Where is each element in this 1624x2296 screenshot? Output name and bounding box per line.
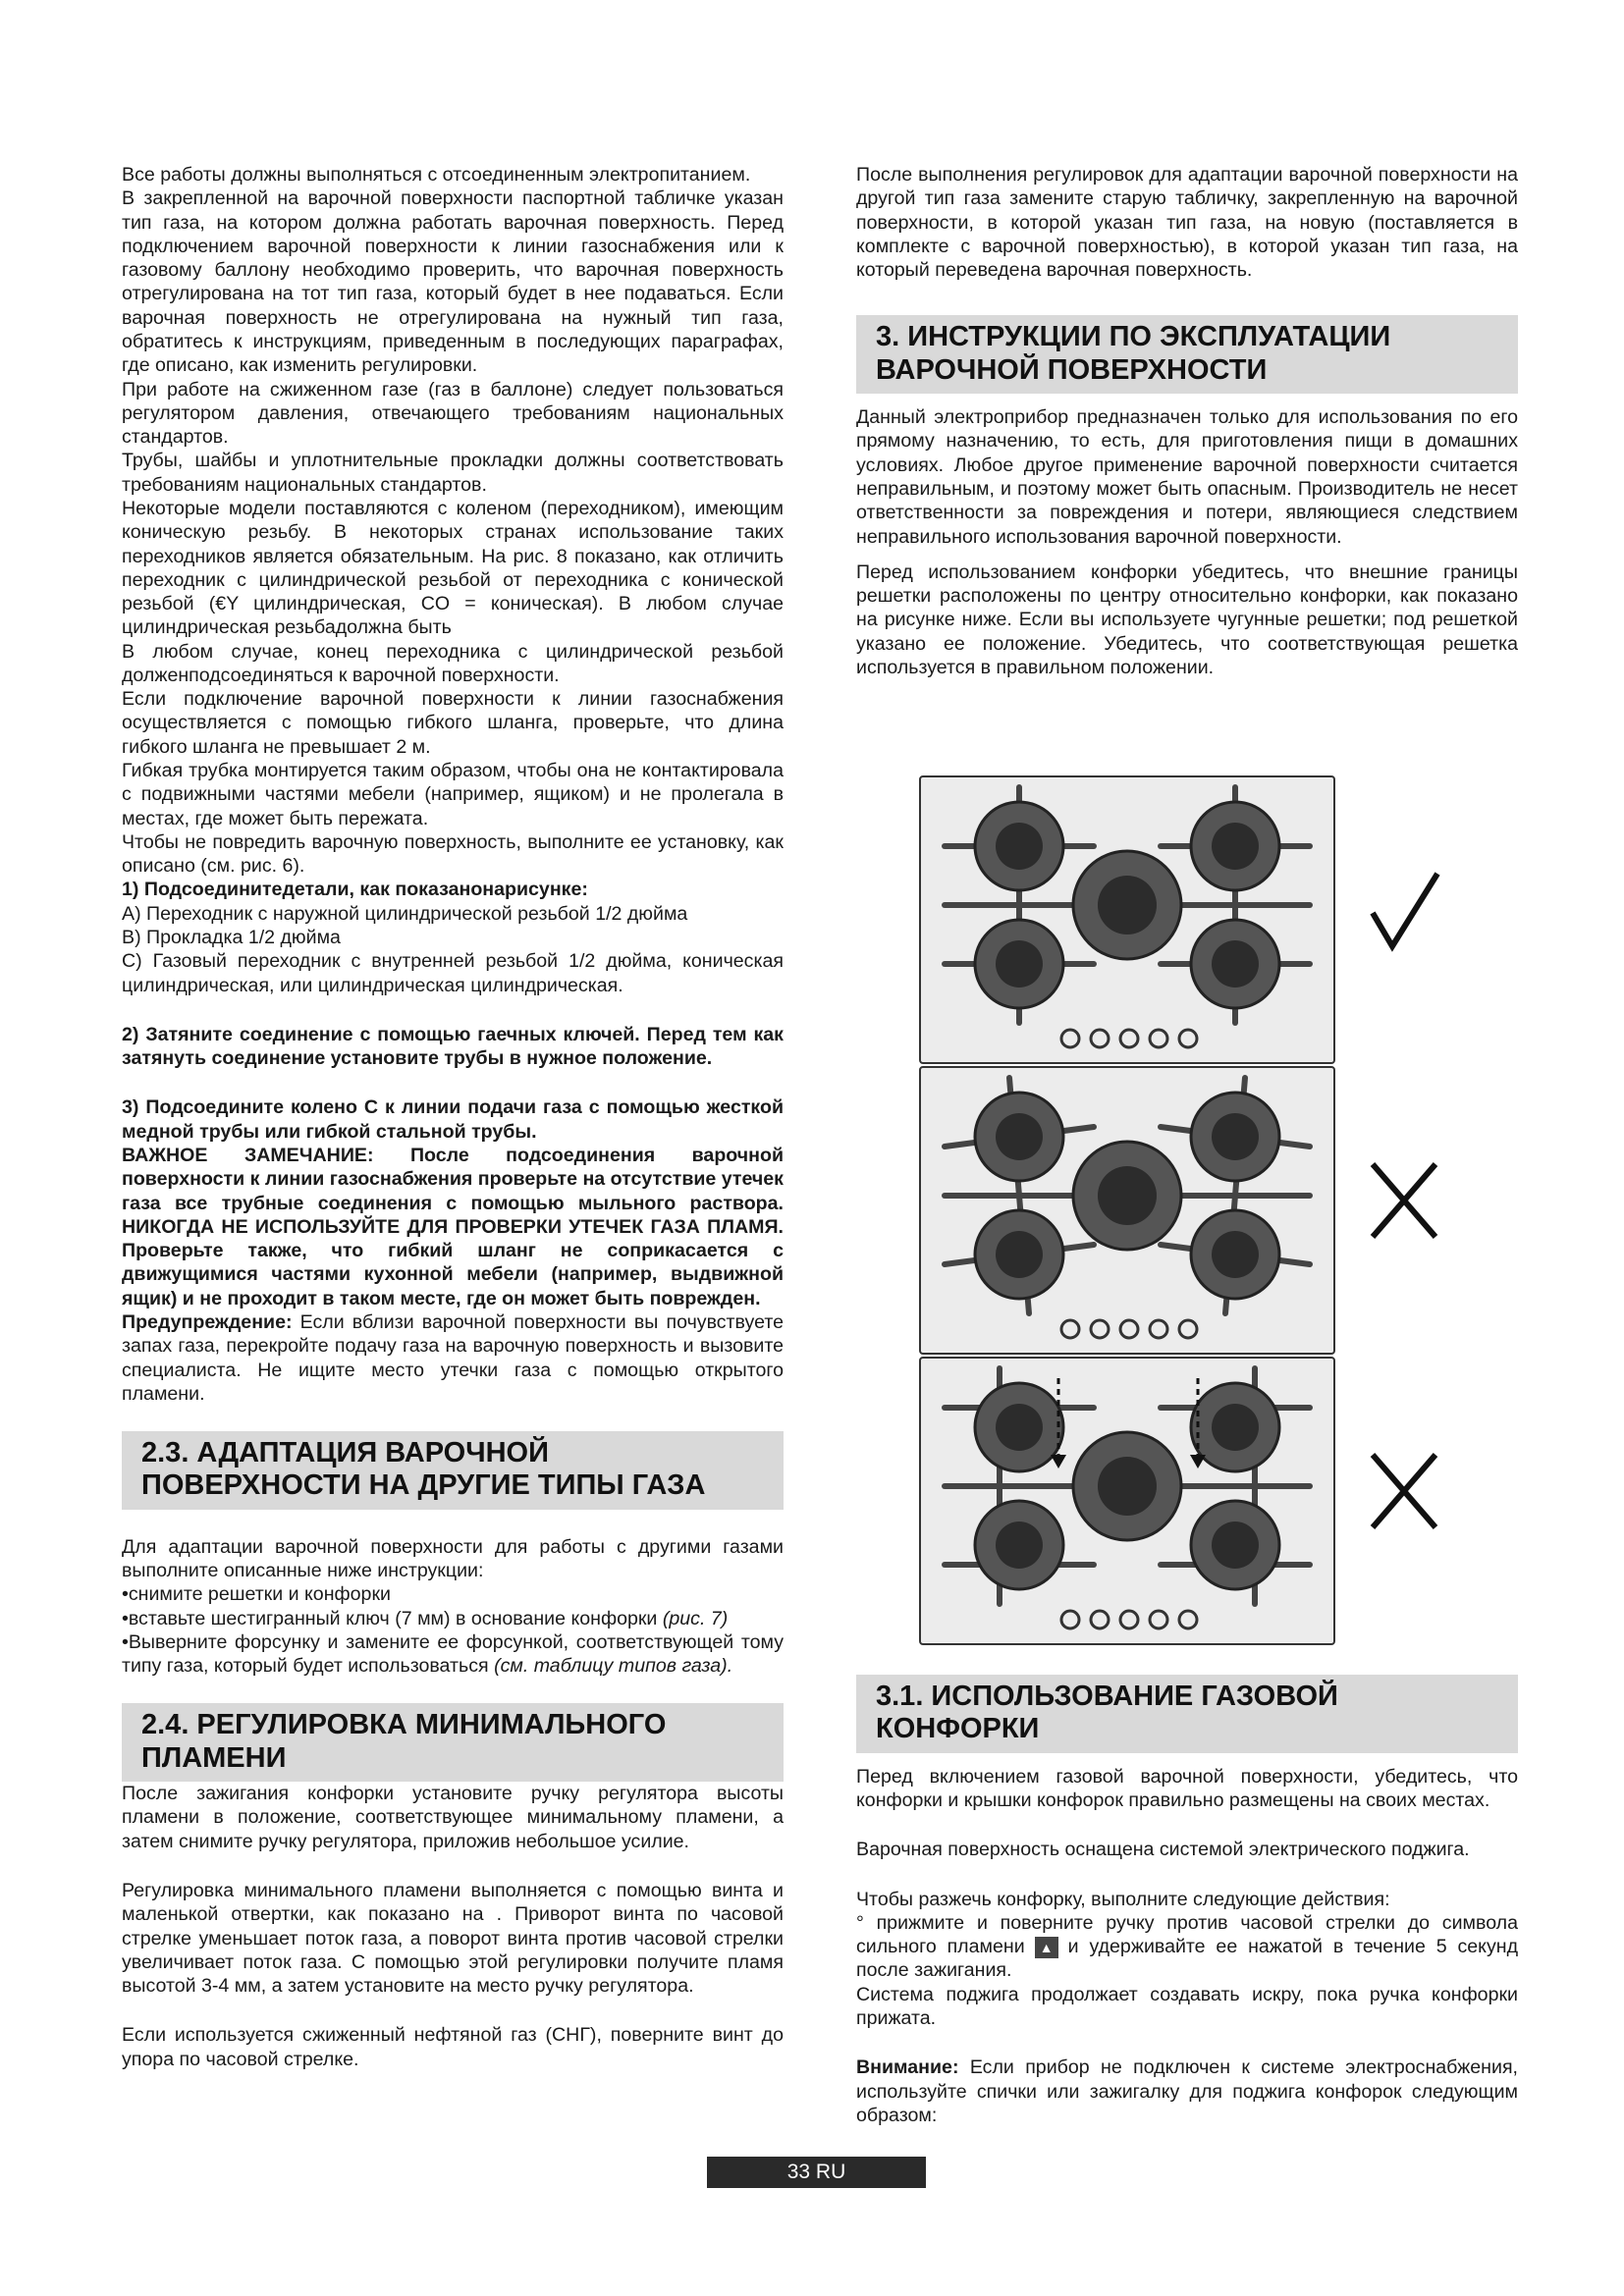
- list-item: A) Переходник с наружной цилиндрической резьбой 1/2 дюйма: [122, 902, 688, 925]
- knobs: [1061, 1320, 1197, 1338]
- figure-ref: (рис. 7): [662, 1607, 729, 1629]
- spacer: [856, 1862, 1518, 1888]
- paragraph: Варочная поверхность оснащена системой электрического поджига.: [856, 1839, 1470, 1861]
- paragraph: Перед включением газовой варочной поверхности, убедитесь, что конфорки и крышки конфорок правильно размещены на своих местах.: [856, 1765, 1518, 1811]
- warning-paragraph: [122, 1310, 784, 1406]
- paragraph: Перед использованием конфорки убедитесь, что внешние границы решетки расположены по центру относительно конфорки, как показано на рисунке ниже. Если вы используете чугунные решетки; под решеткой указано ее положение. Убедитесь, что соответствующая решетка используется в правильном положении.: [856, 561, 1518, 678]
- paragraph: Чтобы разжечь конфорку, выполните следующие действия:: [856, 1888, 1390, 1910]
- paragraph: Чтобы не повредить варочную поверхность, выполните ее установку, как описано (см. рис. 6).: [122, 830, 784, 878]
- paragraph: Если используется сжиженный нефтяной газ (СНГ), поверните винт до упора по часовой стрелке.: [122, 2024, 784, 2070]
- knobs: [1061, 1030, 1197, 1047]
- list-item: B) Прокладка 1/2 дюйма: [122, 927, 341, 948]
- paragraph: В любом случае, конец переходника с цилиндрической резьбой долженподсоединяться к варочной поверхности.: [122, 640, 784, 686]
- bullet-text: •вставьте шестигранный ключ (7 мм) в основание конфорки: [122, 1607, 663, 1629]
- warning-text: Если вблизи варочной поверхности вы почувствуете запах газа, перекройте подачу газа на варочную поверхность и вызовите специалиста. Не ищите место утечки газа с помощью открытого пламени.: [122, 1310, 784, 1405]
- attention-label: Внимание:: [856, 2056, 959, 2079]
- hob-drawing: [921, 1068, 1333, 1353]
- spacer: [122, 1998, 784, 2023]
- paragraph: Данный электроприбор предназначен только для использования по его прямому назначению, то есть, для приготовления пищи в домашних условиях. Любое другое применение варочной поверхности считается неправильным, и поэтому может быть опасным. Производитель не несет ответственности за повреждения и потери, являющиеся следствием неправильного использования варочной поверхности.: [856, 406, 1518, 548]
- paragraph: При работе на сжиженном газе (газ в баллоне) следует пользоваться регулятором давления, отвечающего требованиям национальных стандартов.: [122, 378, 784, 449]
- spacer: [856, 1753, 1518, 1765]
- hob-panel-wrong-shifted: [919, 1357, 1335, 1645]
- paragraph: После зажигания конфорки установите ручку регулятора высоты пламени в положение, соответствующее минимальному пламени, а затем снимите ручку регулятора, приложив небольшое усилие.: [122, 1783, 784, 1852]
- step-text: ° прижмите и поверните ручку против часовой стрелки до символа сильного пламени: [856, 1911, 1518, 1958]
- spacer: [122, 1406, 784, 1431]
- hob-drawing: [921, 777, 1333, 1062]
- page-number: 33 RU: [707, 2157, 926, 2188]
- cross-icon: [1365, 1447, 1443, 1535]
- right-column: [856, 163, 1518, 679]
- spacer: [122, 1853, 784, 1879]
- paragraph: [856, 1911, 1518, 1983]
- paragraph: Некоторые модели поставляются с коленом (переходником), имеющим коническую резьбу. В некоторых странах использование таких переходников является обязательным. На рис. 8 показано, как отличить переходник с цилиндрической резьбой от переходника с конической резьбой (€Y цилиндрическая, CO = коническая). В любом случае цилиндрическая резьбадолжна быть: [122, 497, 784, 639]
- high-flame-icon: ▲: [1035, 1937, 1058, 1958]
- right-column-lower: [856, 1675, 1518, 2127]
- section-heading-2-4: 2.4. РЕГУЛИРОВКА МИНИМАЛЬНОГО ПЛАМЕНИ: [122, 1703, 784, 1782]
- spacer: [856, 549, 1518, 561]
- paragraph: Гибкая трубка монтируется таким образом, чтобы она не контактировала с подвижными частями мебели (например, ящиком) и не пролегала в местах, где может быть пережата.: [122, 760, 784, 829]
- left-column: [122, 163, 784, 2071]
- list-item: •снимите решетки и конфорки: [122, 1583, 391, 1606]
- spacer: [856, 394, 1518, 405]
- paragraph: В закрепленной на варочной поверхности паспортной табличке указан тип газа, на котором должна работать варочная поверхность. Перед подключением варочной поверхности к линии газоснабжения или к газовому баллону необходимо проверить, что варочная поверхность отрегулирована на тот тип газа, который будет в нее подаваться. Если варочная поверхность не отрегулирована на нужный тип газа, обратитесь к инструкциям, приведенным в последующих параграфах, где описано, как изменить регулировки.: [122, 187, 784, 377]
- step-2: 2) Затяните соединение с помощью гаечных ключей. Перед тем как затянуть соединение установите трубы в нужное положение.: [122, 1023, 784, 1070]
- hob-drawing: [921, 1359, 1333, 1643]
- important-note: ВАЖНОЕ ЗАМЕЧАНИЕ: После подсоединения варочной поверхности к линии газоснабжения проверьте на отсутствие утечек газа все трубные соединения с помощью мыльного раствора. НИКОГДА НЕ ИСПОЛЬЗУЙТЕ ДЛЯ ПРОВЕРКИ УТЕЧЕК ГАЗА ПЛАМЯ. Проверьте также, что гибкий шланг не соприкасается с движущимися частями кухонной мебели (например, выдвижной ящик) и не проходит в таком месте, где он может быть поврежден.: [122, 1144, 784, 1309]
- section-heading-3-1: 3.1. ИСПОЛЬЗОВАНИЕ ГАЗОВОЙ КОНФОРКИ: [856, 1675, 1518, 1753]
- spacer: [856, 282, 1518, 315]
- table-ref: (см. таблицу типов газа).: [494, 1655, 733, 1678]
- check-icon: [1365, 866, 1443, 954]
- step-3: 3) Подсоедините колено C к линии подачи газа с помощью жесткой медной трубы или гибкой стальной трубы.: [122, 1096, 784, 1143]
- step-text: и удерживайте ее нажатой в течение 5 секунд после зажигания.: [856, 1936, 1519, 1982]
- paragraph: После выполнения регулировок для адаптации варочной поверхности на другой тип газа замените старую табличку, закрепленную на варочной поверхности, в которой указан тип газа, на новую (поставляется в комплекте с варочной поверхностью), в которой указан тип газа, на который переведена варочная поверхность.: [856, 164, 1518, 282]
- knobs: [1061, 1611, 1197, 1629]
- spacer: [122, 997, 784, 1023]
- paragraph: Трубы, шайбы и уплотнительные прокладки должны соответствовать требованиям национальных стандартов.: [122, 450, 784, 496]
- paragraph: Система поджига продолжает создавать искру, пока ручка конфорки прижата.: [856, 1983, 1518, 2029]
- spacer: [856, 2030, 1518, 2056]
- paragraph: Для адаптации варочной поверхности для работы с другими газами выполните описанные ниже инструкции:: [122, 1535, 784, 1582]
- list-item: [122, 1607, 784, 1630]
- hob-panel-correct: [919, 775, 1335, 1064]
- spacer: [856, 1812, 1518, 1838]
- attention-paragraph: [856, 2056, 1518, 2127]
- spacer: [122, 1510, 784, 1535]
- paragraph: Все работы должны выполняться с отсоединенным электропитанием.: [122, 164, 751, 186]
- cross-icon: [1365, 1156, 1443, 1245]
- grate-position-figure: [919, 775, 1449, 1647]
- spacer: [122, 1070, 784, 1095]
- attention-text: Если прибор не подключен к системе электроснабжения, используйте спички или зажигалку для поджига конфорок следующим образом:: [856, 2056, 1518, 2126]
- warning-label: Предупреждение:: [122, 1310, 293, 1333]
- list-item: C) Газовый переходник с внутренней резьбой 1/2 дюйма, коническая цилиндрическая, или цилиндрическая цилиндрическая.: [122, 950, 784, 996]
- list-item: [122, 1630, 784, 1679]
- bullet-text: •Выверните форсунку и замените ее форсункой, соответствующей тому типу газа, который будет использоваться: [122, 1630, 784, 1678]
- section-heading-2-3: 2.3. АДАПТАЦИЯ ВАРОЧНОЙ ПОВЕРХНОСТИ НА ДРУГИЕ ТИПЫ ГАЗА: [122, 1431, 784, 1510]
- step-1: 1) Подсоединитедетали, как показанонарисунке:: [122, 879, 588, 901]
- spacer: [122, 1678, 784, 1703]
- section-heading-3: 3. ИНСТРУКЦИИ ПО ЭКСПЛУАТАЦИИ ВАРОЧНОЙ ПОВЕРХНОСТИ: [856, 315, 1518, 394]
- paragraph: Если подключение варочной поверхности к линии газоснабжения осуществляется с помощью гибкого шланга, проверьте, что длина гибкого шланга не превышает 2 м.: [122, 688, 784, 758]
- hob-panel-wrong-rotated: [919, 1066, 1335, 1355]
- paragraph: Регулировка минимального пламени выполняется с помощью винта и маленькой отвертки, как показано на . Приворот винта по часовой стрелке уменьшает поток газа, а поворот винта против часовой стрелки увеличивает поток газа. С помощью этой регулировки получите пламя высотой 3-4 мм, а затем установите на место ручку регулятора.: [122, 1879, 784, 1998]
